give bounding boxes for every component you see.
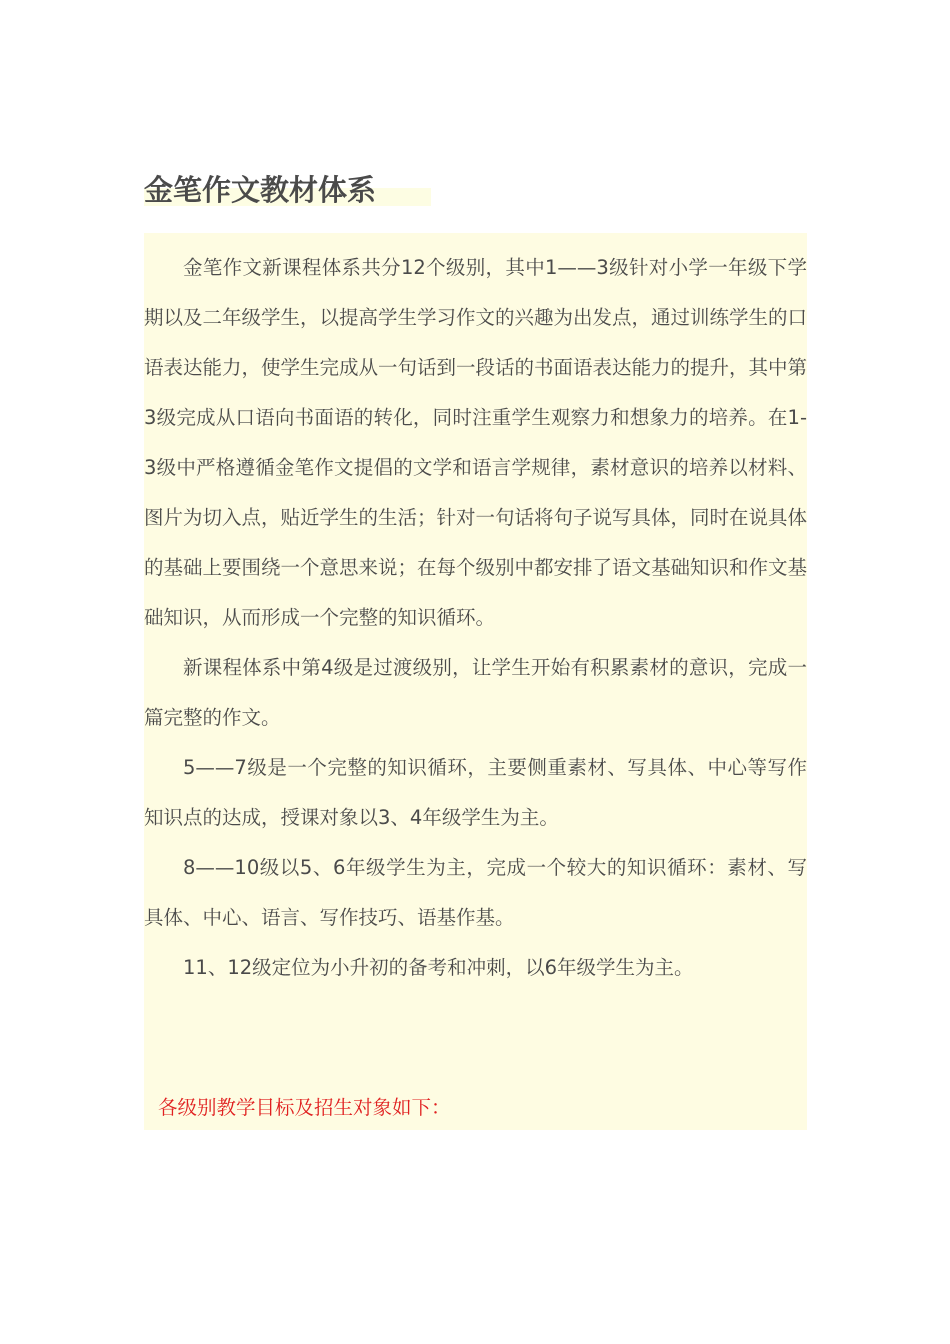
paragraph-level-5-7: 5——7级是一个完整的知识循环，主要侧重素材、写具体、中心等写作知识点的达成，授课对象以3、4年级学生为主。: [144, 756, 807, 829]
paragraph-level-11-12: 11、12级定位为小升初的备考和冲刺，以6年级学生为主。: [183, 956, 694, 979]
page-title: 金笔作文教材体系: [144, 173, 377, 207]
paragraph-level-8-10: 8——10级以5、6年级学生为主，完成一个较大的知识循环：素材、写具体、中心、语言、写作技巧、语基作基。: [144, 856, 807, 929]
highlighted-body: [144, 233, 807, 1130]
subheading: 各级别教学目标及招生对象如下：: [158, 1096, 451, 1119]
body-text: [144, 243, 807, 993]
title-block: [144, 170, 376, 210]
paragraph-level-4: 新课程体系中第4级是过渡级别，让学生开始有积累素材的意识，完成一篇完整的作文。: [144, 656, 807, 729]
paragraph-intro: 金笔作文新课程体系共分12个级别，其中1——3级针对小学一年级下学期以及二年级学生，以提高学生学习作文的兴趣为出发点，通过训练学生的口语表达能力，使学生完成从一句话到一段话的书面语表达能力的提升，其中第3级完成从口语向书面语的转化，同时注重学生观察力和想象力的培养。在1-3级中严格遵循金笔作文提倡的文学和语言学规律，素材意识的培养以材料、图片为切入点，贴近学生的生活；针对一句话将句子说写具体，同时在说具体的基础上要围绕一个意思来说；在每个级别中都安排了语文基础知识和作文基础知识，从而形成一个完整的知识循环。: [144, 256, 808, 629]
